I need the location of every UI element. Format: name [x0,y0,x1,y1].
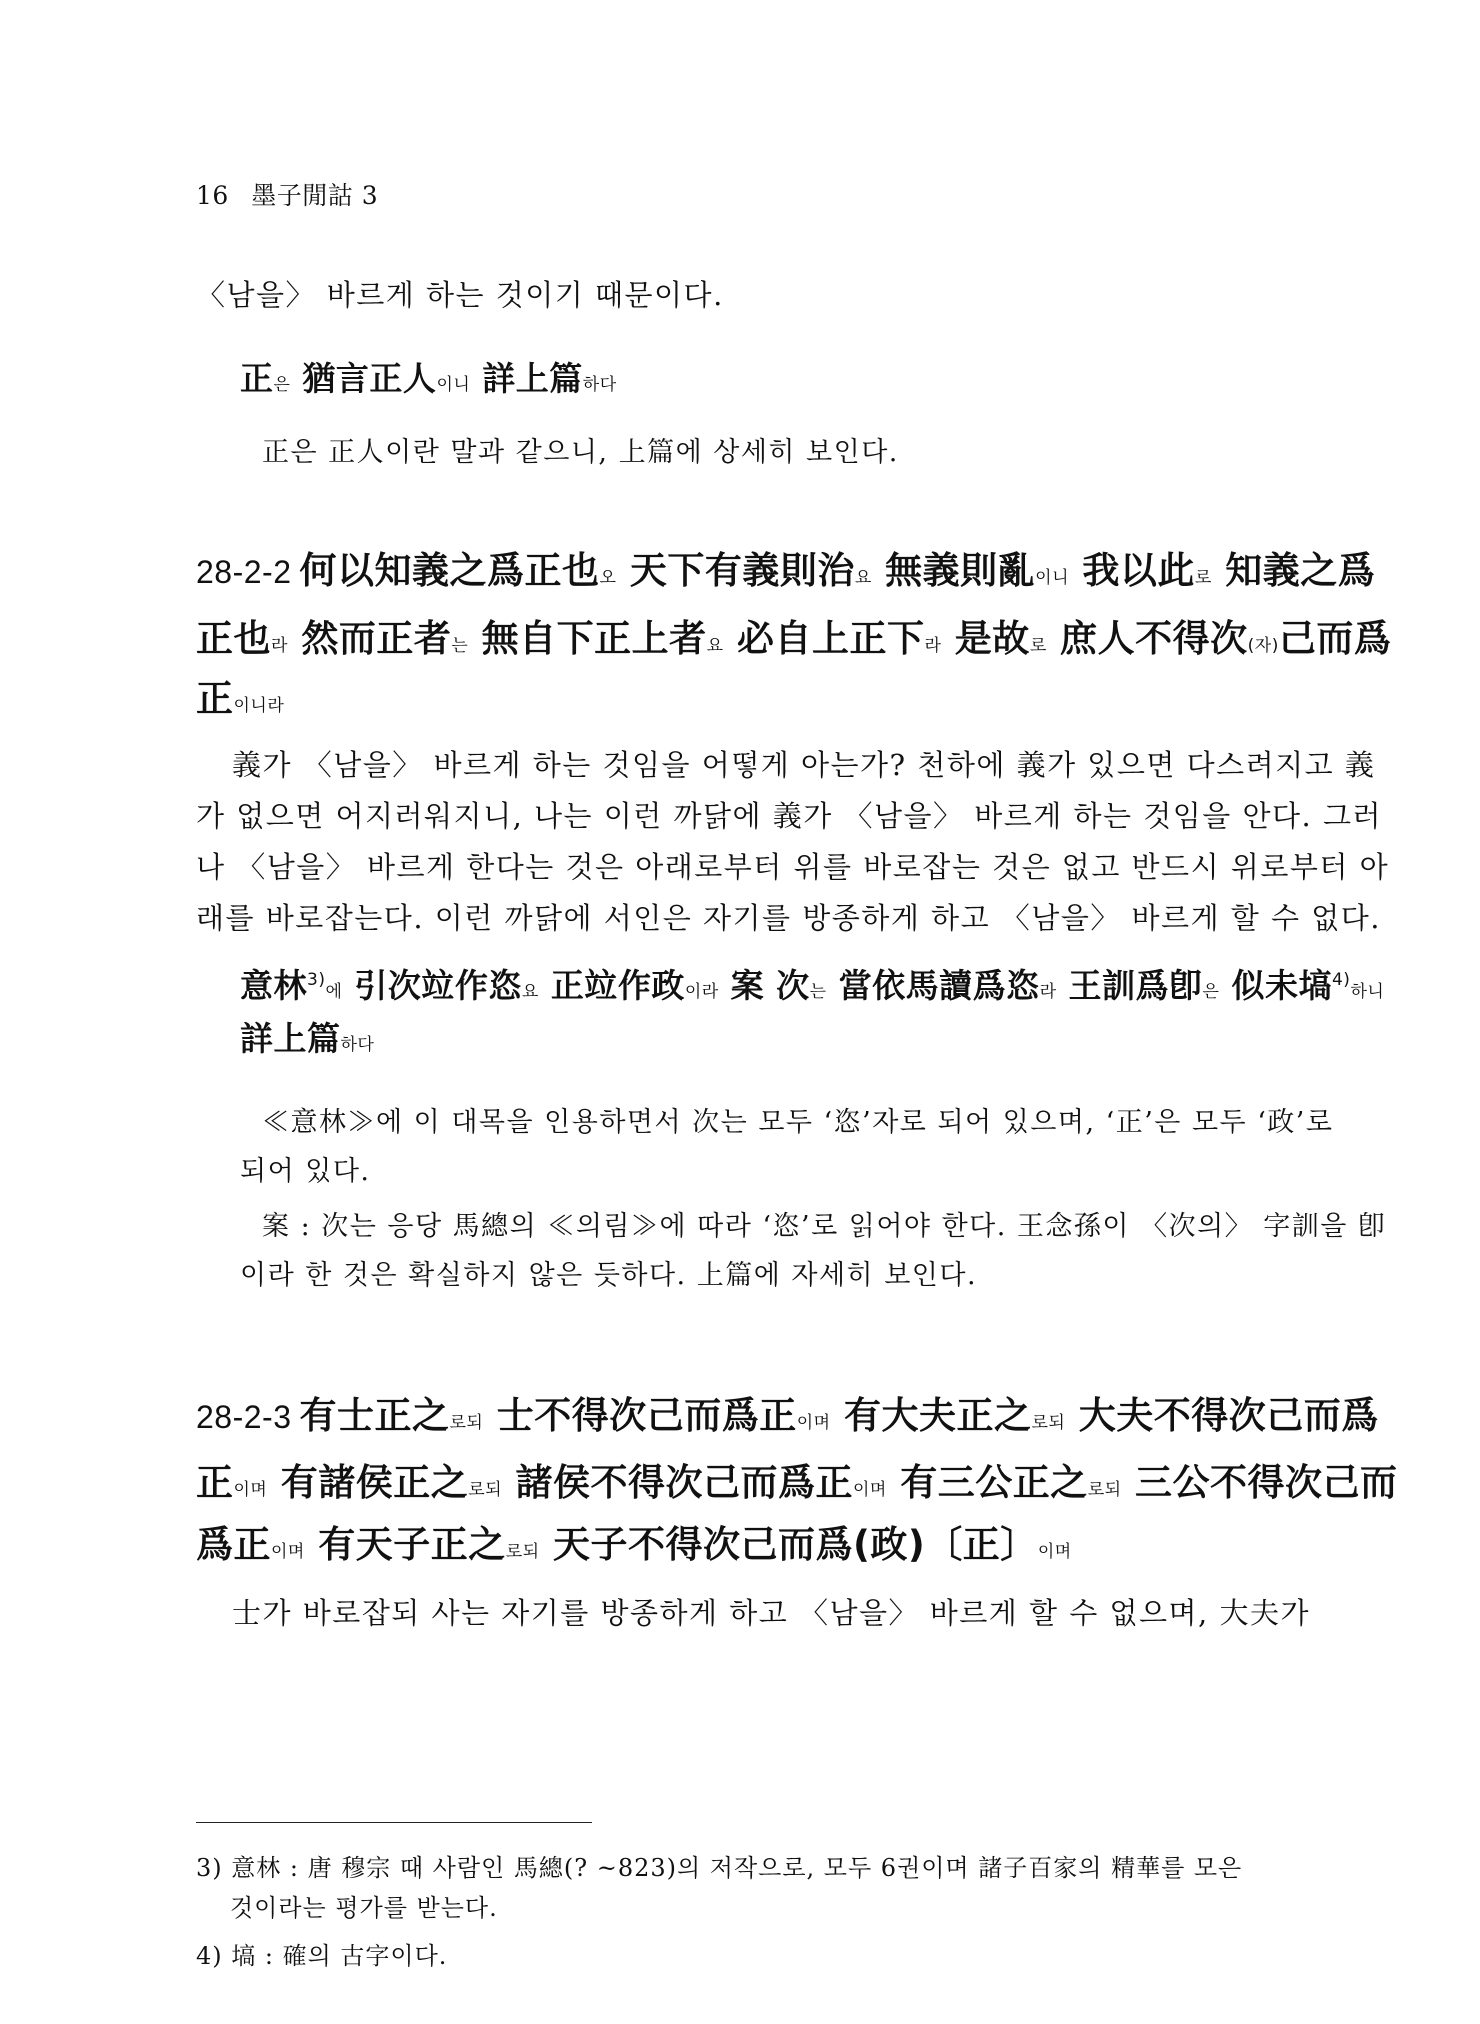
hanja-text: 庶人不得次 [1046,617,1248,660]
commentary-text: 意林 [240,966,307,1005]
hanja-text: 有大夫正之 [830,1394,1032,1437]
particle: 하니 [1350,982,1385,1002]
particle: 라 [924,636,942,656]
commentary-translation-block [240,1098,1387,1300]
running-head [196,176,378,212]
particle: 로되 [1031,1413,1066,1433]
particle: 요 [521,982,539,1002]
footnote-divider [196,1822,592,1823]
footnote: 4) 塙 : 確의 古字이다. [196,1942,448,1970]
translation-line: 士가 바로잡되 사는 자기를 방종하게 하고 〈남을〉 바르게 할 수 없으며, 大夫가 [232,1596,1310,1630]
particle: 이며 [796,1413,831,1433]
commentary-text: 詳上篇 [240,1019,341,1058]
hanja-text: 己而爲 [1278,617,1392,660]
hanja-text: 何以知義之爲正也 [299,549,600,592]
hanja-text: 無義則亂 [871,549,1036,592]
particle: 이니 [436,375,471,395]
section-number: 28-2-2 [196,554,292,590]
particle: 로되 [505,1542,540,1562]
commentary-text: 猶言正人 [290,359,437,398]
hanja-text: 三公不得次己而 [1121,1461,1398,1504]
particle: 요 [706,636,724,656]
commentary-translation-line: 案 : 次는 응당 馬總의 ≪의림≫에 따라 ‘恣’로 읽어야 한다. 王念孫이 〈次의〉 字訓을 卽 [262,1211,1387,1242]
hanja-text: 正 [196,1461,234,1504]
hanja-text: 有天子正之 [304,1523,506,1566]
commentary-text: 引次竝作恣 [342,966,522,1005]
original-text-line [196,1451,1398,1522]
particle: 이라 [684,982,719,1002]
translation-line: 義가 〈남을〉 바르게 하는 것임을 어떻게 아는가? 천하에 義가 있으면 다스려지고 義 [232,748,1376,782]
translation-block [196,740,1390,944]
hanja-text: 然而正者 [287,617,452,660]
footnote: 3) 意林 : 唐 穆宗 때 사람인 馬總(? ~823)의 저작으로, 모두 6권이며 諸子百家의 精華를 모은 [196,1854,1243,1882]
particle: 하다 [340,1035,375,1055]
particle: 이며 [233,1480,268,1500]
page-number: 16 [196,181,229,210]
translation-line: 나 〈남을〉 바르게 한다는 것은 아래로부터 위를 바로잡는 것은 없고 반드시 위로부터 아 [196,850,1390,884]
particle: 이니 [1035,568,1070,588]
reading-gloss: (자) [1247,636,1279,656]
hanja-text: 是故 [941,617,1030,660]
hanja-text: 知義之爲 [1211,549,1376,592]
particle: 로 [1029,636,1047,656]
paragraph-translation: 〈남을〉 바르게 하는 것이기 때문이다. [196,278,724,312]
hanja-text: 諸侯不得次己而爲正 [502,1461,853,1504]
particle: 로되 [1087,1480,1122,1500]
commentary-translation-line: ≪意林≫에 이 대목을 인용하면서 次는 모두 ‘恣’자로 되어 있으며, ‘正’은 모두 ‘政’로 [262,1107,1334,1138]
commentary-text: 正 [240,359,274,398]
footnote-ref[interactable]: 3) [307,970,326,990]
translation-line: 가 없으면 어지러워지니, 나는 이런 까닭에 義가 〈남을〉 바르게 하는 것임을 안다. 그러 [196,799,1383,833]
commentary-text: 王訓爲卽 [1056,966,1203,1005]
particle: 는 [451,636,469,656]
hanja-text: 有三公正之 [886,1461,1088,1504]
commentary-translation-line: 되어 있다. [240,1156,371,1187]
original-text-line [196,1384,1379,1455]
hanja-text: 正 [196,677,234,720]
particle: 라 [1039,982,1057,1002]
hanja-text: 無自下正上者 [468,617,707,660]
hanja-text: 有士正之 [299,1394,450,1437]
particle: 은 [1202,982,1220,1002]
commentary-line [240,1010,374,1074]
commentary-text: 案 次 [718,966,810,1005]
particle: 은 [273,375,291,395]
footnote-ref[interactable]: 4) [1331,970,1351,990]
commentary-text: 正竝作政 [538,966,685,1005]
translation-line: 래를 바로잡는다. 이런 까닭에 서인은 자기를 방종하게 하고 〈남을〉 바르게 할 수 없다. [196,901,1382,935]
footnotes [196,1848,1316,1976]
hanja-text: 正也 [196,617,271,660]
particle: 오 [599,568,617,588]
hanja-text: 必自上正下 [723,617,925,660]
original-text-line [196,1513,1072,1584]
commentary-translation-line: 이라 한 것은 확실하지 않은 듯하다. 上篇에 자세히 보인다. [240,1260,978,1291]
particle: 이니라 [233,696,285,716]
section-number: 28-2-3 [196,1399,292,1435]
particle: 로되 [468,1480,503,1500]
hanja-text: 大夫不得次己而爲 [1065,1394,1379,1437]
original-text-line [196,539,1376,610]
footnote: 것이라는 평가를 받는다. [230,1894,498,1922]
particle: 는 [809,982,827,1002]
commentary-text: 似未塙 [1219,966,1332,1005]
original-text-line [196,667,284,738]
hanja-text: 天子不得次己而爲(政)〔正〕 [539,1523,1038,1566]
commentary-translation: 正은 正人이란 말과 같으니, 上篇에 상세히 보인다. [262,437,899,468]
particle: 로되 [449,1413,484,1433]
hanja-text: 爲正 [196,1523,271,1566]
hanja-text: 天下有義則治 [616,549,855,592]
particle: 하다 [582,375,617,395]
commentary-line [240,350,617,414]
hanja-text: 士不得次己而爲正 [483,1394,797,1437]
commentary-line [240,952,1384,1021]
hanja-text: 有諸侯正之 [267,1461,469,1504]
particle: 에 [325,982,343,1002]
particle: 로 [1194,568,1212,588]
hanja-text: 我以此 [1069,549,1195,592]
particle: 이며 [1037,1542,1072,1562]
commentary-text: 詳上篇 [470,359,583,398]
particle: 이며 [271,1542,305,1562]
original-text-line [196,607,1392,678]
book-title: 墨子閒詁 3 [251,181,379,210]
particle: 이며 [853,1480,887,1500]
commentary-text: 當依馬讀爲恣 [826,966,1040,1005]
particle: 라 [271,636,288,656]
particle: 요 [854,568,872,588]
